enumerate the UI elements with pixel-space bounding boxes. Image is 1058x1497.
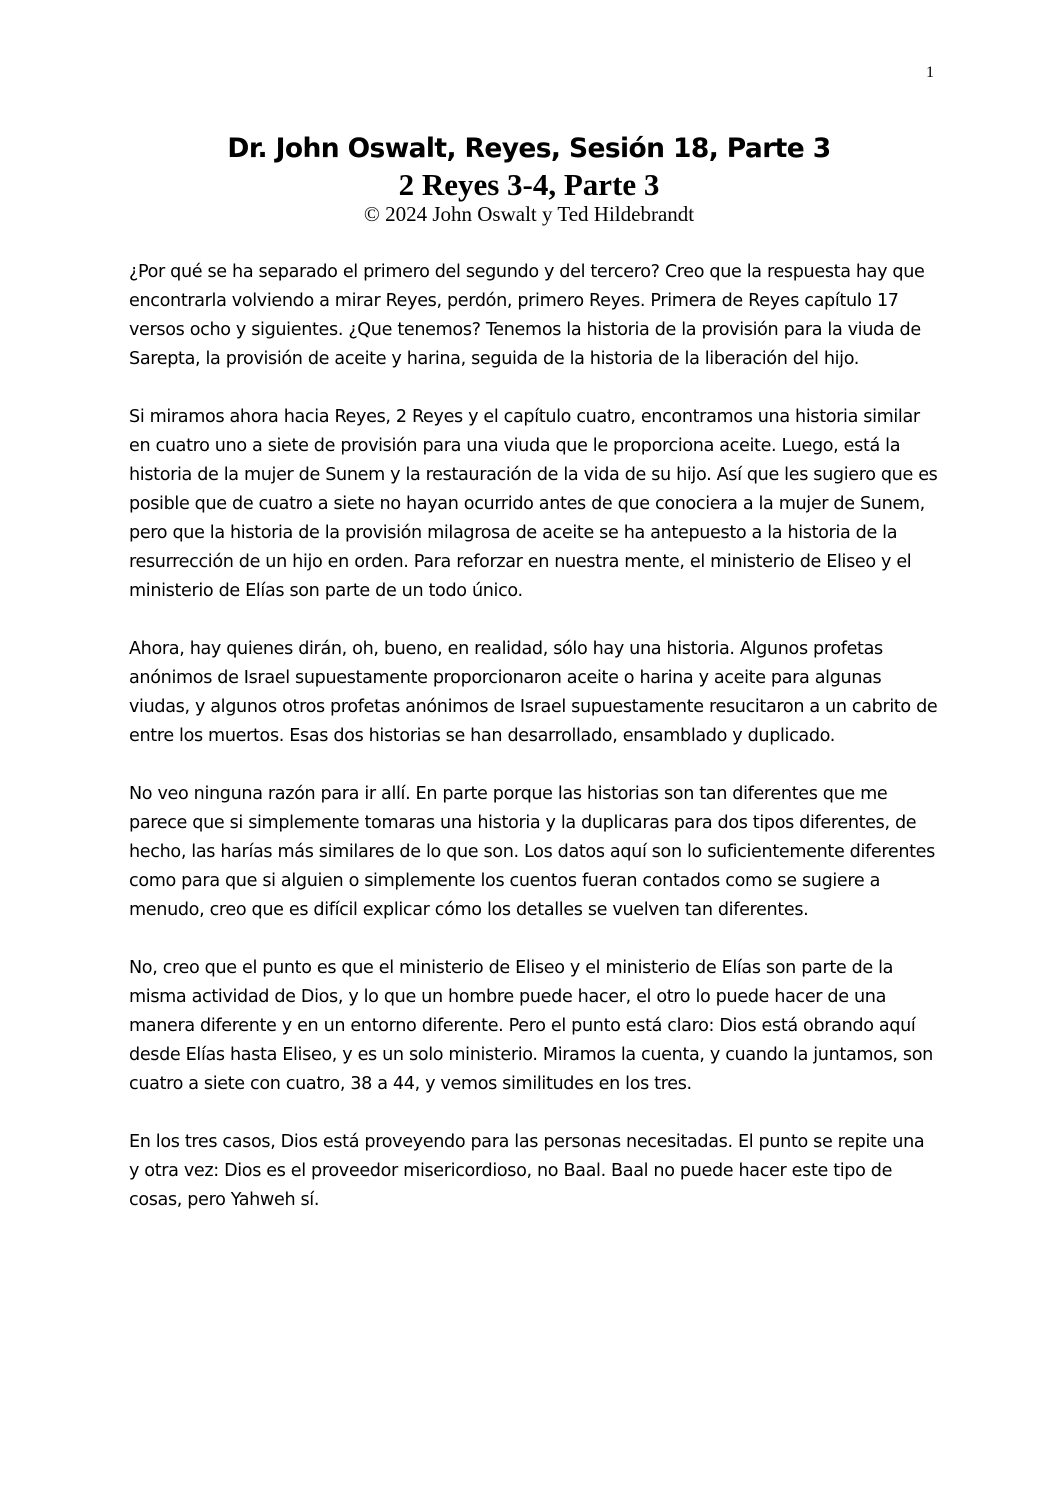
document-subtitle: 2 Reyes 3-4, Parte 3 xyxy=(398,167,660,202)
document-body xyxy=(129,258,939,1244)
paragraph: Si miramos ahora hacia Reyes, 2 Reyes y el capítulo cuatro, encontramos una historia similar en cuatro uno a siete de provisión para una viuda que le proporciona aceite. Luego, está la historia de la mujer de Sunem y la restauración de la vida de su hijo. Así que les sugiero que es posible que de cuatro a siete no hayan ocurrido antes de que conociera a la mujer de Sunem, pero que la historia de la provisión milagrosa de aceite se ha antepuesto a la historia de la resurrección de un hijo en orden. Para reforzar en nuestra mente, el ministerio de Eliseo y el ministerio de Elías son parte de un todo único. xyxy=(129,407,938,601)
paragraph: Ahora, hay quienes dirán, oh, bueno, en realidad, sólo hay una historia. Algunos profetas anónimos de Israel supuestamente proporcionaron aceite o harina y aceite para algunas viudas, y algunos otros profetas anónimos de Israel supuestamente resucitaron a un cabrito de entre los muertos. Esas dos historias se han desarrollado, ensamblado y duplicado. xyxy=(129,639,938,746)
paragraph: No veo ninguna razón para ir allí. En parte porque las historias son tan diferentes que me parece que si simplemente tomaras una historia y la duplicaras para dos tipos diferentes, de hecho, las harías más similares de lo que son. Los datos aquí son lo suficientemente diferentes como para que si alguien o simplemente los cuentos fueran contados como se sugiere a menudo, creo que es difícil explicar cómo los detalles se vuelven tan diferentes. xyxy=(129,784,935,920)
page-number: 1 xyxy=(926,64,934,81)
paragraph: En los tres casos, Dios está proveyendo para las personas necesitadas. El punto se repite una y otra vez: Dios es el proveedor misericordioso, no Baal. Baal no puede hacer este tipo de cosas, pero Yahweh sí. xyxy=(129,1132,925,1210)
paragraph: No, creo que el punto es que el ministerio de Eliseo y el ministerio de Elías son parte de la misma actividad de Dios, y lo que un hombre puede hacer, el otro lo puede hacer de una manera diferente y en un entorno diferente. Pero el punto está claro: Dios está obrando aquí desde Elías hasta Eliseo, y es un solo ministerio. Miramos la cuenta, y cuando la juntamos, son cuatro a siete con cuatro, 38 a 44, y vemos similitudes en los tres. xyxy=(129,958,933,1094)
copyright-notice: © 2024 John Oswalt y Ted Hildebrandt xyxy=(363,202,695,226)
document-header xyxy=(0,130,1058,226)
paragraph: ¿Por qué se ha separado el primero del segundo y del tercero? Creo que la respuesta hay que encontrarla volviendo a mirar Reyes, perdón, primero Reyes. Primera de Reyes capítulo 17 versos ocho y siguientes. ¿Que tenemos? Tenemos la historia de la provisión para la viuda de Sarepta, la provisión de aceite y harina, seguida de la historia de la liberación del hijo. xyxy=(129,262,925,369)
document-title: Dr. John Oswalt, Reyes, Sesión 18, Parte 3 xyxy=(227,133,831,164)
